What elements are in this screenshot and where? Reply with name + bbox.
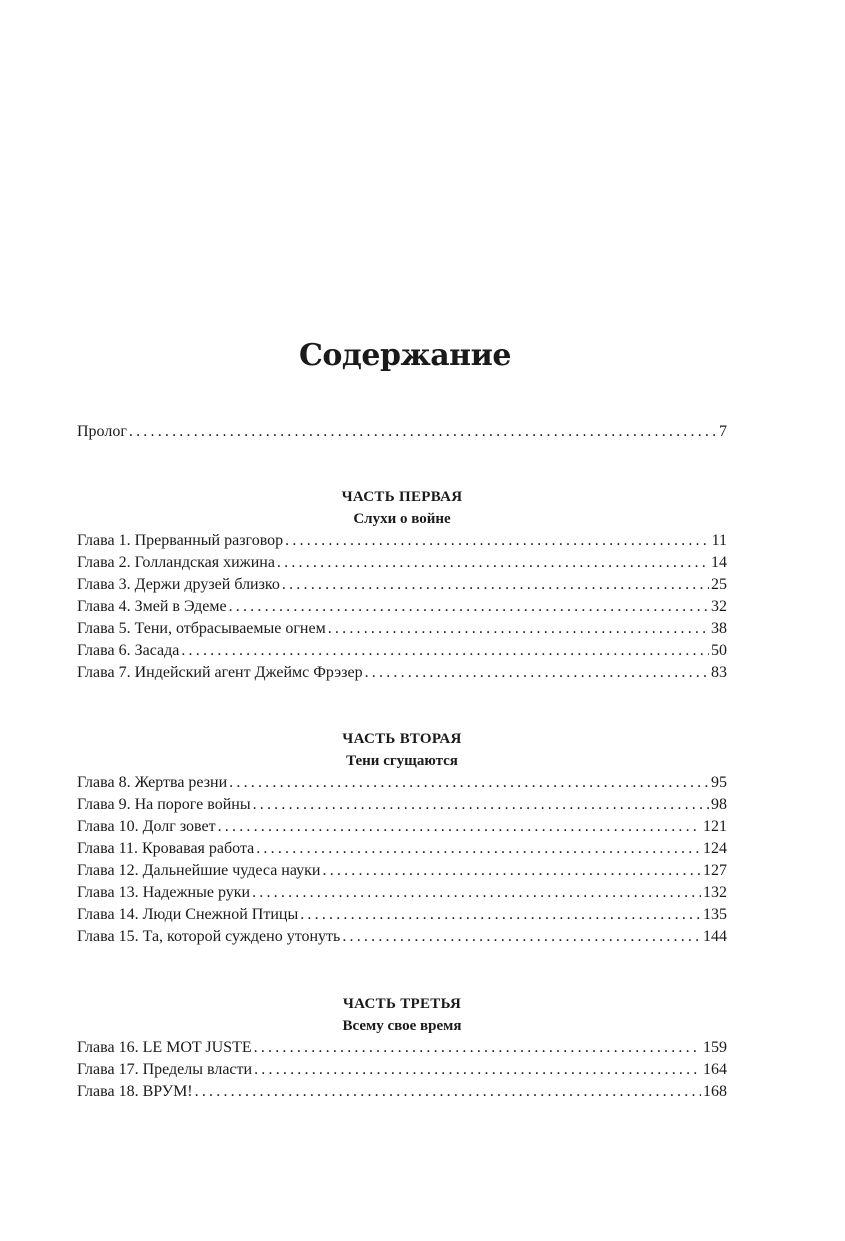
part-heading: ЧАСТЬ ВТОРАЯ (342, 731, 462, 747)
toc-entry-page: 144 (703, 928, 727, 945)
toc-entry-page: 50 (711, 642, 727, 659)
toc-entry-label: Глава 3. Держи друзей близко (77, 576, 280, 593)
toc-entry-label: Глава 9. На пороге войны (77, 796, 251, 813)
toc-entry-page: 132 (703, 884, 727, 901)
toc-entry-label: Глава 18. ВРУМ! (77, 1083, 193, 1100)
dot-leader (252, 882, 701, 904)
toc-entry-label: Глава 12. Дальнейшие чудеса науки (77, 862, 321, 879)
dot-leader (285, 530, 709, 552)
toc-entry-page: 124 (703, 840, 727, 857)
dot-leader (342, 926, 701, 948)
dot-leader (254, 1059, 701, 1081)
dot-leader (253, 794, 709, 816)
toc-entry-label: Глава 1. Прерванный разговор (77, 532, 284, 549)
dot-leader (229, 596, 709, 618)
toc-entry-label: Глава 7. Индейский агент Джеймс Фрэзер (77, 664, 363, 681)
part-section (77, 993, 727, 1103)
toc-entry (77, 618, 727, 640)
dot-leader (277, 552, 709, 574)
toc-entry-page: 7 (719, 423, 727, 440)
toc-entry-label: Глава 11. Кровавая работа (77, 840, 255, 857)
toc-entry-page: 168 (703, 1083, 727, 1100)
toc-entry (77, 596, 727, 618)
toc-entry (77, 1037, 727, 1059)
toc-entry-label: Глава 4. Змей в Эдеме (77, 598, 227, 615)
toc-entry-label: Пролог (77, 423, 127, 440)
toc-entry-page: 98 (711, 796, 727, 813)
toc-entry-page: 95 (711, 774, 727, 791)
toc-entry-page: 25 (711, 576, 727, 593)
toc-entry (77, 816, 727, 838)
dot-leader (300, 904, 701, 926)
toc-entry (77, 882, 727, 904)
toc-entry (77, 860, 727, 882)
toc-entry (77, 904, 727, 926)
page-title: Содержание (299, 338, 511, 374)
dot-leader (129, 421, 717, 443)
toc-entry (77, 838, 727, 860)
part-subtitle: Слухи о войне (353, 511, 451, 527)
toc-entry-page: 164 (703, 1061, 727, 1078)
dot-leader (282, 574, 709, 596)
toc-entry-label: Глава 6. Засада (77, 642, 180, 659)
toc-entry-label: Глава 2. Голландская хижина (77, 554, 275, 571)
toc-entry (77, 640, 727, 662)
toc-entry (77, 662, 727, 684)
part-subtitle: Тени сгущаются (346, 753, 458, 769)
toc-entry-label: Глава 13. Надежные руки (77, 884, 251, 901)
dot-leader (328, 618, 709, 640)
part-section (77, 486, 727, 684)
toc-entry-page: 159 (703, 1039, 727, 1056)
part-heading: ЧАСТЬ ТРЕТЬЯ (342, 996, 462, 1012)
prologue-entry (77, 421, 727, 443)
dot-leader (181, 640, 709, 662)
toc-entry (77, 552, 727, 574)
dot-leader (218, 816, 701, 838)
part-heading: ЧАСТЬ ПЕРВАЯ (341, 489, 463, 505)
toc-entry-label: Глава 8. Жертва резни (77, 774, 228, 791)
toc-entry-label: Глава 16. LE MOT JUSTE (77, 1039, 252, 1056)
dot-leader (256, 838, 701, 860)
toc-entry-label: Глава 15. Та, которой суждено утонуть (77, 928, 341, 945)
toc-entry-label: Глава 14. Люди Снежной Птицы (77, 906, 299, 923)
toc-entry-page: 32 (711, 598, 727, 615)
toc-entry (77, 794, 727, 816)
dot-leader (323, 860, 702, 882)
dot-leader (254, 1037, 701, 1059)
toc-entry-page: 121 (703, 818, 727, 835)
toc-entry (77, 1059, 727, 1081)
toc-entry (77, 1081, 727, 1103)
part-section (77, 728, 727, 948)
toc-entry-page: 14 (711, 554, 727, 571)
toc-entry (77, 574, 727, 596)
toc-entry-page: 11 (711, 532, 727, 549)
toc-entry-page: 135 (703, 906, 727, 923)
toc-entry (77, 926, 727, 948)
dot-leader (229, 772, 709, 794)
dot-leader (365, 662, 709, 684)
toc-entry-label: Глава 5. Тени, отбрасываемые огнем (77, 620, 326, 637)
part-subtitle: Всему свое время (342, 1018, 462, 1034)
toc-entry-page: 83 (711, 664, 727, 681)
toc-entry-label: Глава 10. Долг зовет (77, 818, 216, 835)
toc-entry (77, 772, 727, 794)
toc-entry-page: 38 (711, 620, 727, 637)
toc-entry-label: Глава 17. Пределы власти (77, 1061, 253, 1078)
dot-leader (195, 1081, 701, 1103)
toc-entry (77, 530, 727, 552)
toc-entry-page: 127 (703, 862, 727, 879)
